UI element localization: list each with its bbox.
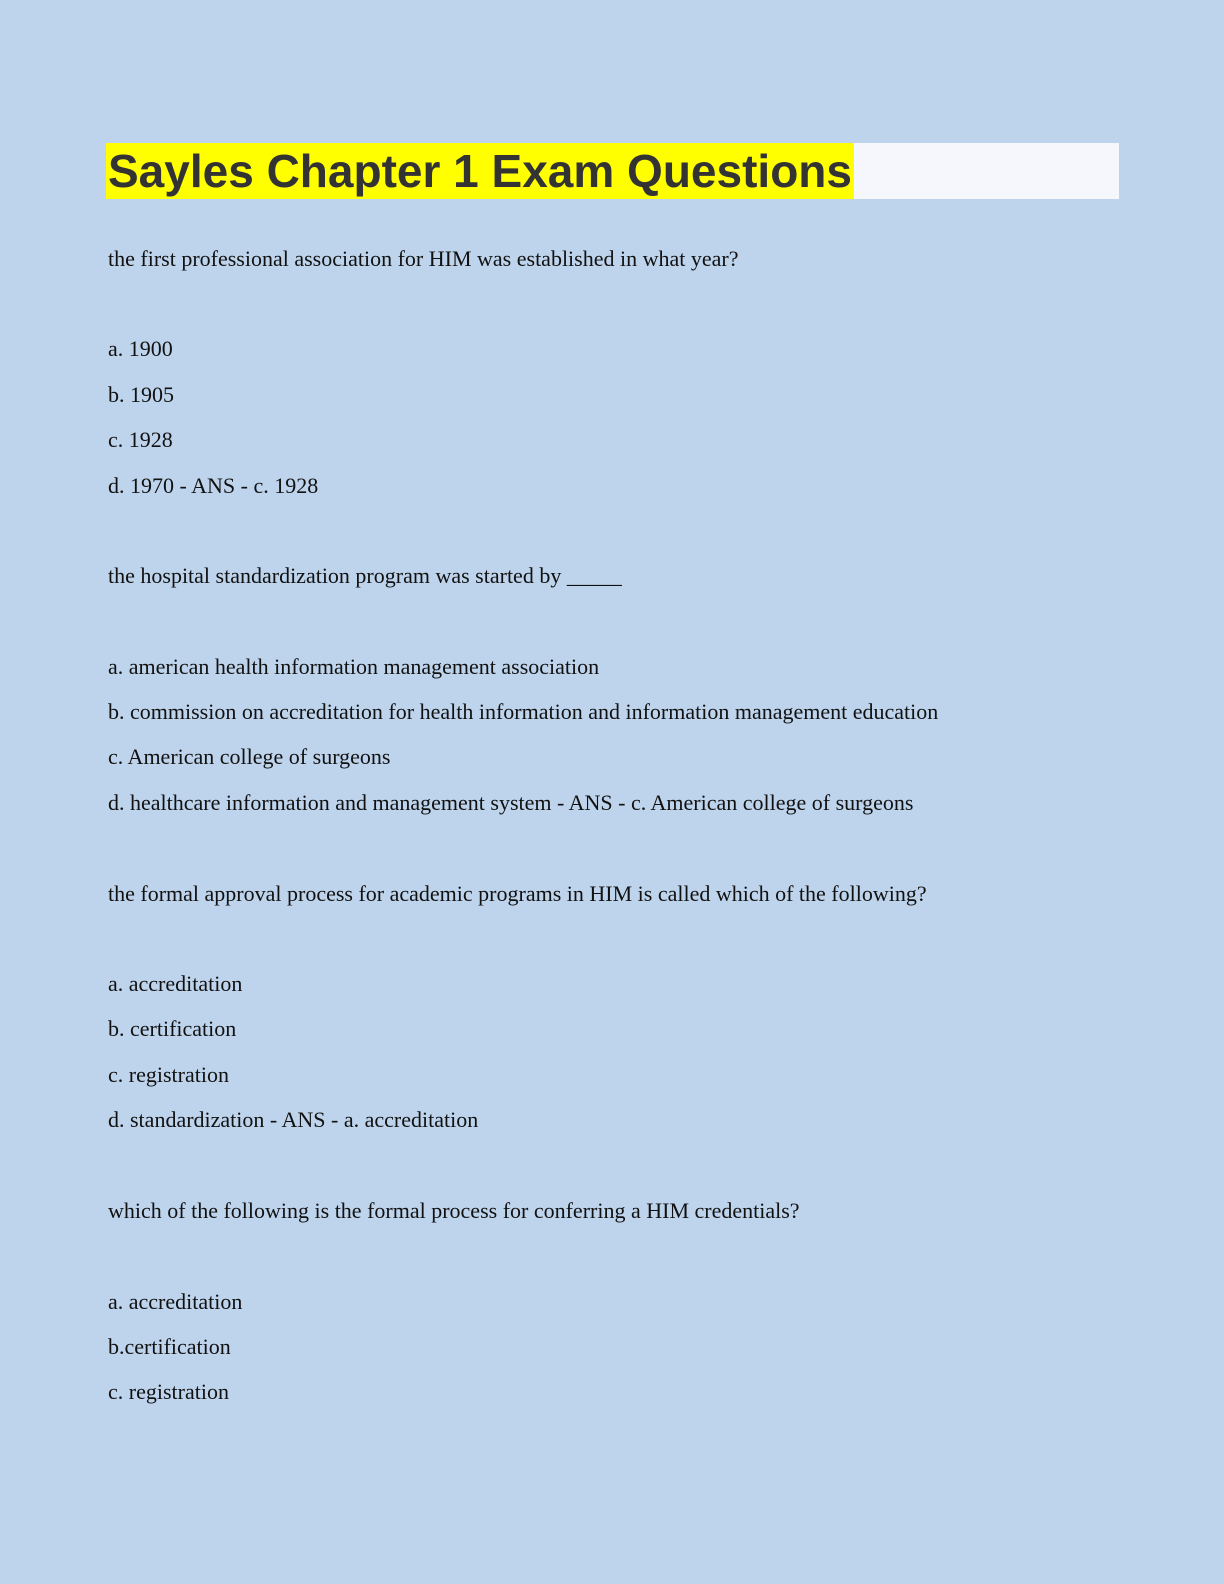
question-3-option-c: c. registration (108, 1062, 229, 1087)
question-2-text: the hospital standardization program was started by _____ (108, 563, 622, 588)
question-1-option-c: c. 1928 (108, 427, 173, 452)
question-3-option-a: a. accreditation (108, 971, 243, 996)
question-3-option-d: d. standardization - ANS - a. accreditation (108, 1107, 479, 1132)
question-4-option-b: b.certification (108, 1334, 231, 1359)
question-1-text: the first professional association for HIM was established in what year? (108, 246, 739, 271)
question-3-text: the formal approval process for academic programs in HIM is called which of the following? (108, 881, 927, 906)
question-2-option-d: d. healthcare information and management system - ANS - c. American college of surgeons (108, 790, 914, 815)
title-bar (106, 143, 1119, 199)
question-2-option-b: b. commission on accreditation for health information and information management education (108, 699, 939, 724)
question-3-option-b: b. certification (108, 1016, 237, 1041)
question-2-option-c: c. American college of surgeons (108, 744, 391, 769)
question-1-option-a: a. 1900 (108, 336, 173, 361)
question-4-option-a: a. accreditation (108, 1289, 243, 1314)
question-4-option-c: c. registration (108, 1379, 229, 1404)
question-1-option-d: d. 1970 - ANS - c. 1928 (108, 473, 319, 498)
question-2-option-a: a. american health information management association (108, 654, 600, 679)
question-4-text: which of the following is the formal process for conferring a HIM credentials? (108, 1198, 800, 1223)
question-1-option-b: b. 1905 (108, 382, 174, 407)
page-title: Sayles Chapter 1 Exam Questions (108, 145, 852, 197)
